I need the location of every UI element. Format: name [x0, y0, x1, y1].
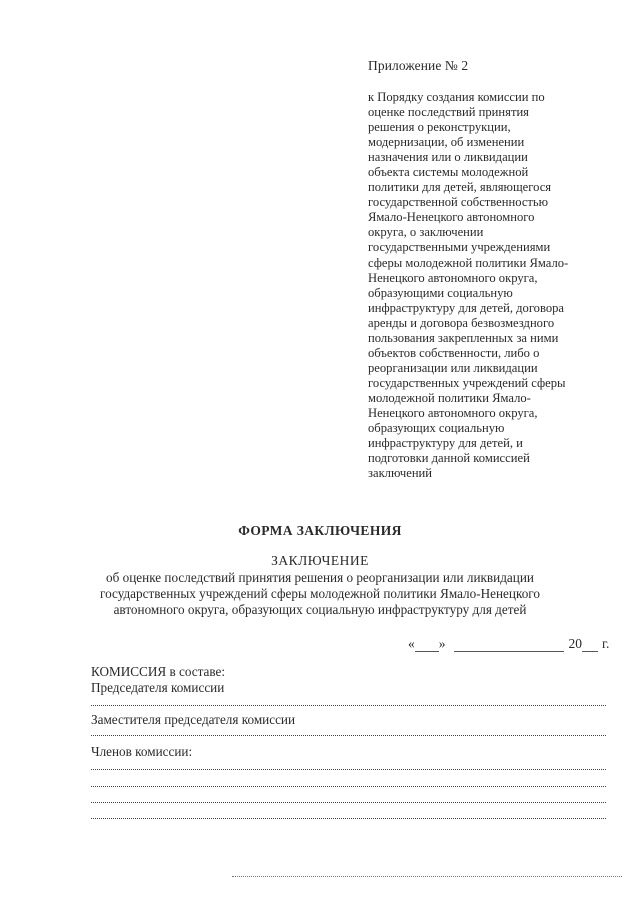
conclusion-line: автономного округа, образующих социальную инфраструктуру для детей: [113, 602, 527, 617]
year-prefix: 20: [568, 636, 582, 651]
appendix-title: Приложение № 2: [368, 58, 469, 73]
appendix-line: подготовки данной комиссией: [368, 451, 530, 466]
appendix-line: пользования закрепленных за ними: [368, 330, 559, 345]
conclusion-line: об оценке последствий принятия решения о реорганизации или ликвидации: [106, 570, 534, 585]
appendix-line: оценке последствий принятия: [368, 105, 529, 120]
chair-blank-line[interactable]: [91, 705, 606, 706]
appendix-line: образующих социальную: [368, 421, 505, 436]
day-blank[interactable]: [415, 639, 439, 652]
members-blank-line-4[interactable]: [91, 818, 606, 819]
bottom-dotted-line: [232, 876, 622, 877]
appendix-line: инфраструктуру для детей, договора: [368, 300, 565, 315]
year-suffix: г.: [602, 636, 610, 651]
deputy-blank-line[interactable]: [91, 735, 606, 736]
date-line: [408, 636, 609, 652]
appendix-line: округа, о заключении: [368, 225, 484, 240]
appendix-line: сферы молодежной политики Ямало-: [368, 255, 569, 270]
conclusion-line: государственных учреждений сферы молодежной политики Ямало-Ненецкого: [100, 586, 540, 601]
appendix-line: объекта системы молодежной: [368, 165, 529, 180]
appendix-line: решения о реконструкции,: [368, 120, 511, 135]
appendix-line: Ненецкого автономного округа,: [368, 405, 538, 420]
appendix-text: [368, 90, 618, 481]
appendix-line: модернизации, об изменении: [368, 135, 525, 150]
members-blank-line-3[interactable]: [91, 802, 606, 803]
date-close-quote: »: [438, 636, 446, 651]
appendix-line: аренды и договора безвозмездного: [368, 315, 555, 330]
date-open-quote: «: [408, 636, 415, 651]
commission-heading: КОМИССИЯ в составе:: [91, 664, 226, 679]
members-label: Членов комиссии:: [91, 744, 193, 759]
appendix-line: государственными учреждениями: [368, 240, 551, 255]
appendix-line: политики для детей, являющегося: [368, 180, 552, 195]
form-title: ФОРМА ЗАКЛЮЧЕНИЯ: [238, 523, 402, 538]
chair-label: Председателя комиссии: [91, 680, 225, 695]
appendix-line: Ненецкого автономного округа,: [368, 270, 538, 285]
appendix-line: государственной собственностью: [368, 195, 549, 210]
year-blank[interactable]: [582, 639, 598, 652]
appendix-line: молодежной политики Ямало-: [368, 390, 531, 405]
month-blank[interactable]: [454, 639, 564, 652]
members-blank-line-2[interactable]: [91, 786, 606, 787]
appendix-line: назначения или о ликвидации: [368, 150, 528, 165]
appendix-line: заключений: [368, 466, 433, 481]
appendix-line: к Порядку создания комиссии по: [368, 90, 545, 104]
deputy-label: Заместителя председателя комиссии: [91, 712, 296, 727]
members-blank-line-1[interactable]: [91, 769, 606, 770]
appendix-line: реорганизации или ликвидации: [368, 360, 538, 375]
appendix-line: образующими социальную: [368, 285, 513, 300]
conclusion-subtitle: [0, 570, 640, 618]
appendix-line: объектов собственности, либо о: [368, 345, 540, 360]
appendix-line: государственных учреждений сферы: [368, 375, 566, 390]
conclusion-title: ЗАКЛЮЧЕНИЕ: [271, 553, 369, 568]
appendix-line: инфраструктуру для детей, и: [368, 436, 523, 451]
appendix-line: Ямало-Ненецкого автономного: [368, 210, 535, 225]
